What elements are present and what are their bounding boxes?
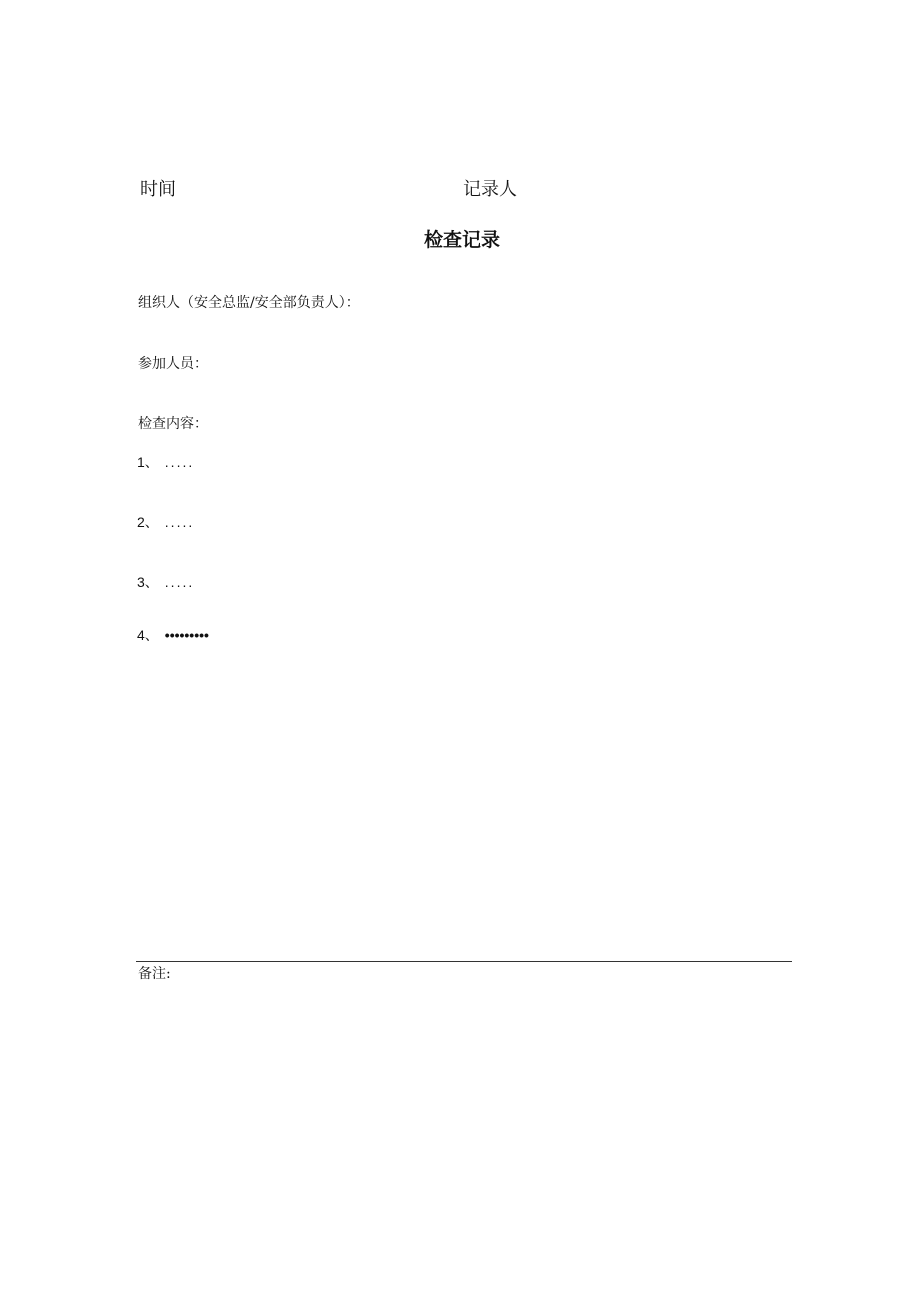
list-item	[137, 625, 209, 645]
remarks-label: 备注:	[138, 966, 171, 982]
page-title: 检查记录	[424, 229, 501, 251]
item-number: 4、	[137, 627, 159, 643]
time-label: 时间	[140, 179, 176, 200]
participants-field: 参加人员：	[138, 356, 208, 372]
content-field: 检查内容：	[138, 416, 208, 432]
item-text: .....	[164, 574, 195, 590]
recorder-label: 记录人	[463, 179, 517, 200]
item-text: .....	[164, 514, 195, 530]
list-item	[137, 512, 194, 532]
item-number: 1、	[137, 454, 159, 470]
item-text: •••••••••	[164, 627, 209, 643]
list-item	[137, 572, 194, 592]
item-number: 2、	[137, 514, 159, 530]
divider	[136, 961, 792, 962]
organizer-field: 组织人（安全总监/安全部负责人）：	[138, 295, 360, 311]
item-text: .....	[164, 454, 195, 470]
list-item	[137, 452, 194, 472]
item-number: 3、	[137, 574, 159, 590]
